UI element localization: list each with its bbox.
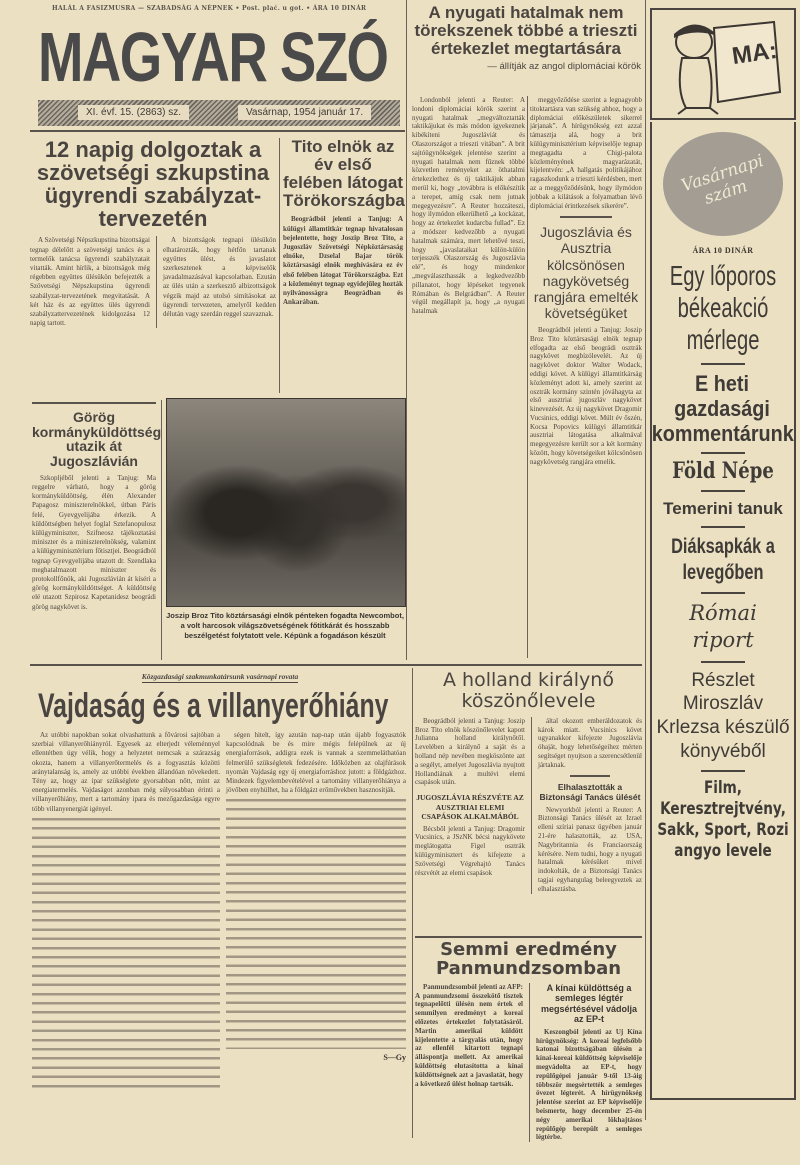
- article-holland-body1: [415, 717, 525, 787]
- photo-caption: Joszip Broz Tito köztársasági elnök pénteken fogadta Newcombot, a volt harcosok világszövetségének főtitkárát és hosszabb beszélgetést folytatott vele. Képünk a fogadáson készült: [166, 611, 404, 640]
- article-text: A Szövetségi Népszkupstina bizottságai tegnap délelőtt a szövetségi tanács és a termelők tanácsa ügyrendi szabályzatait vitatták. Amint hírlik, a bizottságok még régebben együttes ülésükön befejezték a Szövetségi Népszkupstina ügyrendi szabályzat-tervezetének megvitatását. A két ház és az együttes ülés ügyrendi szabályzattervezetének kidolgozása 12 napig tartott.: [30, 236, 150, 328]
- sidebar-item[interactable]: Római riport: [689, 601, 757, 653]
- article-nyugati-col2: [530, 96, 642, 210]
- column-rule: [529, 983, 530, 1142]
- article-gorog: [32, 402, 162, 612]
- news-photo: [166, 398, 406, 607]
- divider: [701, 661, 745, 663]
- article-text: Az utóbbi napokban sokat olvashattunk a fővárosi sajtóban a szerbiai villanyerőhiányról. Egyesek az elterjedt véleménnyel ellentétben úgy vélik, hogy a helyzetet nemcsak a szárazság okozta, hanem a villanyerőtermelés és a fogyasztás közötti aránytalanság is, amely az utóbbi években állandóan növekedett. Tény az, hogy az ipar szükséglete gyorsabban nőtt, mint az energiatermelés. Vajdaságot azonban még súlyosabban érinti a villanyerőhiány, mert a tartomány ipara és mezőgazdasága egyre több villanyenergiát igényel.: [32, 731, 220, 813]
- sidebar-item[interactable]: Film, Keresztrejtvény, Sakk, Sport, Rozi angyo levele: [657, 777, 789, 862]
- issue-date: Vasárnap, 1954 január 17.: [238, 105, 371, 120]
- headline-nyugati: A nyugati hatalmak nem törekszenek többé a trieszti értekezlet megtartására: [414, 3, 638, 58]
- divider: [701, 490, 745, 492]
- divider: [32, 402, 156, 404]
- subhead-nyugati: — állítják az angol diplomáciai körök: [487, 60, 641, 72]
- divider: [701, 363, 745, 365]
- article-text: Szkopljéből jelenti a Tanjug: Ma reggelre várható, hogy a görög kormányküldöttség, élén Alexander Papagosz miniszterelnökkel, útban Párís felé, Gyevgyelijába érkezik. A küldöttségben helyet foglal Sztefanopulosz külügyminiszter, Szifneosz tájékoztatási miniszter és a miniszterelnökség, valamint a külügyminisztérium főtisztjei. Beográdból tegnap Gyevgyelijába utazott dr. Szendlaka meghatalmazott miniszter és protokollfőnök, aki Jugoszlávián át kíséri a görög kormányküldöttséget. A küldöttség elé utazott Szpirosz Kapetanidesz beográdi görög nagykövet is.: [32, 473, 156, 611]
- headline-austria: Jugoszlávia és Ausztria kölcsönösen nagykövetség rangjára emelték követségüket: [533, 224, 639, 321]
- article-holland: [415, 670, 642, 894]
- article-holland-col2: [538, 717, 642, 894]
- article-text: Beográdból jelenti a Tanjug: Joszip Broz Tito köztársasági elnök tegnap elfogadta az első beográdi osztrák nagykövet megbízólevelét. Az új nagykövet doktor Walter Wodack, eddigi követ. A külügyi államtitkárság közleményt adott ki, amely szerint az osztrák kormány szintén jóváhagyta az első ausztriai jugoszláv nagykövet kinevezését. Az új nagykövet Dragomir Vucsinics, eddigi követ. Múlt év őszén, Kocsa Popovics külügyi államtitkár ausztriai látogatása alkalmával megegyezésre került sor a két kormány között, hogy követségeiket kölcsönösen nagykövetség rangjára emelik.: [530, 325, 642, 466]
- text-texture: [226, 799, 406, 1049]
- article-panmundzsom-body: [415, 983, 523, 1089]
- article-panmundzsom: [415, 936, 642, 1142]
- kicker-vajdasag: Közgazdasági szakmunkatársunk vasárnapi rovata: [141, 672, 299, 681]
- article-vajdasag-col1: [32, 731, 220, 1088]
- headline-holland: A holland királynő köszönőlevele: [443, 669, 614, 712]
- article-text: Newyorkból jelenti a Reuter: A Biztonsági Tanács ülését az Izrael elleni szíriai panasz ügyében január 21-ére halasztották, az USA, Nagybritannia és Franciaország kérésére. Nem tudni, hogy a nyugati hatalmak kérésüket mivel indokolták, de a Biztonsági Tanács tagjai egyhangulag beleegyeztek az elhalasztásba.: [538, 805, 642, 893]
- issue-number: XI. évf. 15. (2863) sz.: [78, 105, 189, 120]
- article-vajdasag-col2: [226, 731, 406, 1063]
- headline-szkupstina: 12 napig dolgoztak a szövetségi szkupstina ügyrendi szabályzat-tervezetén: [36, 137, 270, 232]
- headline-gorog: Görög kormányküldöttség utazik át Jugoszlávián: [32, 409, 162, 470]
- badge-text: Vasárnapi szám: [678, 151, 767, 209]
- sidebar-item[interactable]: Diáksapkák a levegőben: [671, 534, 775, 584]
- article-nyugati-col1: [412, 96, 525, 316]
- article-gorog-body: [32, 474, 156, 612]
- masthead-title: MAGYAR SZÓ: [38, 18, 388, 96]
- article-austria-disaster: [415, 825, 525, 878]
- article-panmundzsom-columns: [415, 983, 642, 1142]
- article-kinai: [536, 983, 642, 1142]
- divider: [701, 770, 745, 772]
- divider: [701, 452, 745, 454]
- sidebar-item[interactable]: Temerini tanuk: [663, 498, 783, 518]
- article-szkupstina-col2: [163, 236, 276, 319]
- column-rule: [527, 96, 528, 658]
- article-szkupstina-col1: [30, 236, 150, 328]
- cartoon-box: [650, 8, 796, 120]
- headline-vajdasag-wrap: [32, 687, 408, 727]
- sidebar-box: [650, 122, 796, 1100]
- column-rule: [412, 668, 413, 1138]
- article-text: Beográdból jelenti a Tanjug: Joszip Broz Tito elnök köszönőlevelet kapott Julianna holland királynőtől. Levelében a királynő a saját és a holland nép nevében megköszönte azt a segélyt, amelyet Jugoszlávia nyujtott Hollandiának a multévi elemi csapások után.: [415, 716, 525, 787]
- column-rule: [406, 0, 407, 660]
- article-holland-col1: [415, 717, 525, 878]
- article-tito: [283, 138, 403, 307]
- column-rule: [156, 236, 157, 328]
- article-holland-columns: [415, 717, 642, 894]
- article-vajdasag-columns: [32, 731, 408, 1088]
- article-text: Bécsből jelenti a Tanjug: Dragomir Vucsinics, a JSzNK bécsi nagykövete meglátogatta Figel osztrák külügyminisztert és kifejezte a Szövetségi Végrehajtó Tanács részvétét az elemi csapások: [415, 824, 525, 877]
- cartoon-text: MA:: [730, 36, 779, 71]
- sidebar-item[interactable]: Föld Népe: [672, 458, 774, 485]
- article-text: Londonból jelenti a Reuter: A londoni diplomáciai körök szerint a nyugati hatalmak „megváltoztatták taktikájukat és más módon igyekeznek kibékíteni Jugoszláviát és Olaszországot a trieszti vitában”. A brit sajtóügynökségek jelentése szerint a nyugati hatalmak nem fűznek többé közvetlen reményeket az öthatalmi értekezlethez és új taktikájuk abban merül ki, hogy „továbbra is előkészítik a terepet, amíg csak nem jutnak megegyezésre”. A Reuter hozzáteszi, hogy ilymódon elkerülhető „a kockázat, hogy az értekezlet kudarcba fullad”. Ez a módszer kedvezőbb a nyugati hatalmak számára, mert lehetővé teszi, hogy „javaslataikat külön-külön terjesszék Olaszország és Jugoszlávia elé”, és hogy mindenkor „megválaszthassák a legkedvezőbb pillanatot, hogy lépéseket tegyenek Rómában és Belgrádban”. A Reuter végül megállapít ja, hogy „a nyugati hatalmak: [412, 96, 525, 316]
- divider: [415, 936, 642, 938]
- subheadline-austria-disaster: JUGOSZLÁVIA RÉSZVÉTE AZ AUSZTRIAI ELEMI CSAPÁSOK ALKALMÁBÓL: [416, 793, 524, 822]
- article-text: Panmundzsomból jelenti az AFP: A panmundzsomi összekötő tisztek tegnapelőtti ülésén nem értek el semmilyen eredményt a koreai előzetes értekezlet folytatásáról. Martin amerikai küldött kijelentette a tárgyalás után, hogy az ellenfél kitartott tegnapi álláspontja mellett. Az amerikai küldöttség elutasította a kínai küldöttségnek azt a javaslatát, hogy a következő ülést holnap tartsák.: [415, 982, 523, 1088]
- text-texture: [32, 818, 220, 1088]
- article-austria: [530, 326, 642, 467]
- column-rule: [279, 138, 280, 393]
- divider: [570, 775, 610, 777]
- article-szkupstina: [30, 138, 276, 328]
- headline-panmundzsom: Semmi eredmény Panmundzsomban: [435, 939, 622, 979]
- column-right-middle: [530, 96, 642, 467]
- article-text: Keszongból jelenti az Uj Kína hírügynökség: A koreai legfelsőbb katonai bizottságában ülésén a kínai-koreai küldöttség képviselője megvádolta az EP-t, hogy repülőgépei január 9-től 13-áig többször megsértették a semleges övezet légterét. A hírügynökség jelentése szerint az EP képviselője beismerte, hogy december 25-én négy amerikai lökhajtásos repülőgép berepült a semleges légtérbe.: [536, 1027, 642, 1142]
- masthead-strap: HALÁL A FASIZMUSRA — SZABADSÁG A NÉPNEK • Post. plać. u got. • ÁRA 10 DINÁR: [52, 5, 367, 12]
- article-text-block: [32, 731, 220, 814]
- sidebar-item[interactable]: Részlet Miroszláv Krlezsa készülő könyvéből: [656, 669, 790, 762]
- sidebar-item[interactable]: Egy lőporos békeakció mérlege: [669, 260, 777, 356]
- signature-vajdasag: S—Gy: [383, 1053, 406, 1063]
- article-text: által okozott emberáldozatok és károk miatt. Vucsinics követ ugyanakkor kifejezte Jugoszlávia óhaját, hogy lehetőségeihez mérten segítséget nyujtson a szerencsétlenül jártaknak.: [538, 716, 642, 769]
- price-label: ÁRA 10 DINÁR: [692, 246, 754, 255]
- divider: [701, 592, 745, 594]
- divider: [701, 526, 745, 528]
- headline-vajdasag: Vajdaság és a villanyerőhiány: [38, 687, 389, 725]
- article-holland-body2: [538, 717, 642, 770]
- divider: [30, 664, 642, 666]
- article-text-block: [226, 731, 406, 795]
- divider: [30, 130, 405, 132]
- sidebar-item[interactable]: E heti gazdasági kommentárunk: [651, 370, 794, 447]
- article-text: Beográdból jelenti a Tanjug: A külügyi államtitkár tegnap hivatalosan bejelentette, hogy Joszip Broz Tito, a Jugoszláv Szövetségi Népköztársaság elnöke, Dzselal Bajar török köztársasági elnök meghívására ez év első felében látogat Törökországba. Ezt a közleményt tegnap egyidejűleg hozták nyilvánosságra Beográdban és Ankarában.: [283, 215, 403, 307]
- article-text: ségen hitelt, így azután nap-nap után újabb fogyasztók kapcsolódnak be és mire mégis felépülnek az új energiaforrások, addigra ezek is vannak a szemmeláthatóan felmerülő szükségletek fedezésére. Időközben az olajfúrások nyomán Vajdaság egy új energiaforráshoz jutott: a földgázhoz. Mindezek figyelembevételével a tartomány villanyerőhiánya a jövőben enyhülhet, ha a földgázt erőművekben hasznosítják.: [226, 731, 406, 795]
- article-vajdasag: [32, 672, 408, 1088]
- column-rule: [531, 717, 532, 894]
- headline-biztonsagi: Elhalasztották a Biztonsági Tanács ülését: [539, 781, 641, 803]
- column-rule: [161, 400, 162, 660]
- article-text: meggyőződése szerint a legnagyobb titoktartásra van szükség ahhoz, hogy a diplomáciai előkészületek sikerrel járjanak”. A hírügynökség ezt azzal támasztja alá, hogy a brit külügyminisztérium képviselője tegnap megtagadta a Chigi-palota közleményének magyarázatát, kijelentvén: „A hallgatás politikájához ragaszkodunk a trieszti kérdésben, mert az a meggyőződésünk, hogy ilymódon jobbak a kilátások a folyamatban lévő diplomáciai érintkezések sikerére”.: [530, 96, 642, 210]
- article-kinai-body: [536, 1028, 642, 1142]
- article-tito-body: [283, 215, 403, 307]
- headline-kinai: A kínai küldöttség a semleges légtér megsértésével vádolja az EP-t: [540, 982, 638, 1025]
- article-nyugati: [411, 4, 641, 72]
- column-rule: [645, 0, 646, 1120]
- article-biztonsagi: [538, 806, 642, 894]
- masthead-info-bar: [38, 100, 400, 126]
- sunday-issue-badge: [663, 132, 783, 236]
- article-text: A bizottságok tegnapi ülésükön elhatározták, hogy hétfőn tartanak együttes ülést, és javaslatot szerkesztenek a képviselők javadalmazásával kapcsolatban. Ezután az ülés után a szerkesztő albizottságok végzik majd az utolsó simításokat az ügyrendi tervezeten, amelyről kedden délután vagy szerdán reggel szavaznak.: [163, 236, 276, 318]
- article-szkupstina-columns: [30, 236, 276, 328]
- divider: [560, 216, 612, 218]
- headline-tito: Tito elnök az év első felében látogat Törökországba: [283, 137, 405, 210]
